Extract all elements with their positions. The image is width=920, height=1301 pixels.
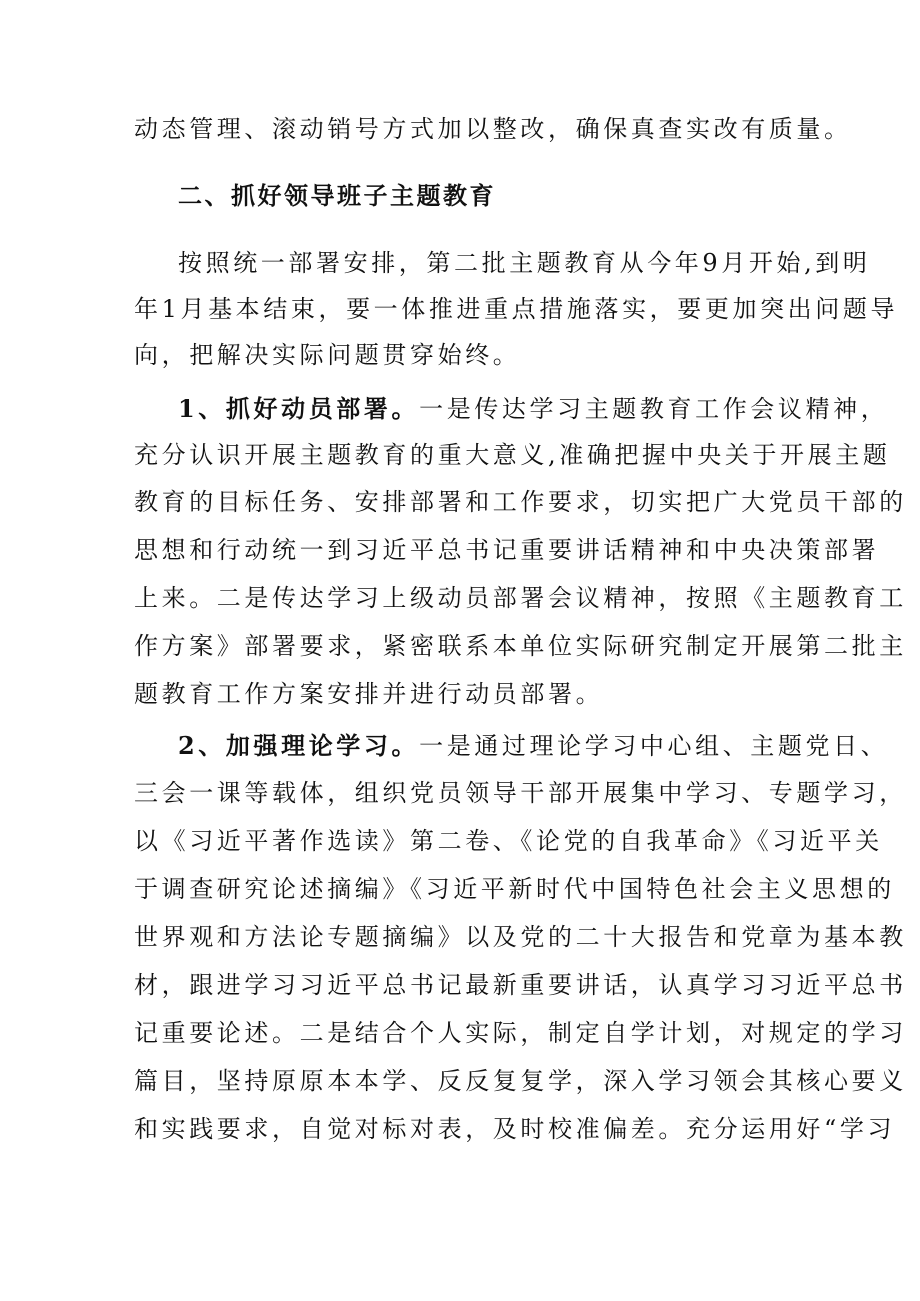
paragraph-line: 年1月基本结束，要一体推进重点措施落实，要更加突出问题导 — [134, 295, 899, 323]
paragraph-line: 作方案》部署要求，紧密联系本单位实际研究制定开展第二批主 — [134, 632, 907, 660]
paragraph-line: 题教育工作方案安排并进行动员部署。 — [134, 680, 604, 708]
paragraph-line: 按照统一部署安排，第二批主题教育从今年9月开始,到明 — [178, 249, 871, 277]
paragraph-line: 以《习近平著作选读》第二卷、《论党的自我革命》《习近平关 — [134, 827, 883, 855]
paragraph-line: 于调查研究论述摘编》《习近平新时代中国特色社会主义思想的 — [134, 875, 895, 903]
paragraph-line — [178, 393, 889, 425]
paragraph-line: 上来。二是传达学习上级动员部署会议精神，按照《主题教育工 — [134, 584, 907, 612]
item-text: 一是传达学习主题教育工作会议精神， — [419, 395, 889, 423]
paragraph-line: 思想和行动统一到习近平总书记重要讲话精神和中央决策部署 — [134, 536, 880, 564]
item-heading: 1、抓好动员部署。 — [178, 394, 420, 423]
paragraph-line: 向，把解决实际问题贯穿始终。 — [134, 341, 521, 369]
paragraph-line: 和实践要求，自觉对标对表，及时校准偏差。充分运用好“学习 — [134, 1115, 896, 1143]
item-heading: 2、加强理论学习。 — [178, 731, 420, 760]
paragraph-line — [178, 730, 889, 762]
paragraph-line: 动态管理、滚动销号方式加以整改，确保真查实改有质量。 — [134, 115, 852, 143]
paragraph-line: 世界观和方法论专题摘编》以及党的二十大报告和党章为基本教 — [134, 923, 907, 951]
paragraph-line: 三会一课等载体，组织党员领导干部开展集中学习、专题学习， — [134, 779, 907, 807]
item-text: 一是通过理论学习中心组、主题党日、 — [419, 732, 889, 760]
paragraph-line: 记重要论述。二是结合个人实际，制定自学计划，对规定的学习 — [134, 1019, 907, 1047]
paragraph-line: 材，跟进学习习近平总书记最新重要讲话，认真学习习近平总书 — [134, 971, 907, 999]
section-heading: 二、抓好领导班子主题教育 — [178, 181, 496, 210]
paragraph-line: 充分认识开展主题教育的重大意义,准确把握中央关于开展主题 — [134, 441, 891, 469]
paragraph-line: 篇目，坚持原原本本学、反反复复学，深入学习领会其核心要义 — [134, 1067, 907, 1095]
paragraph-line: 教育的目标任务、安排部署和工作要求，切实把广大党员干部的 — [134, 488, 907, 516]
